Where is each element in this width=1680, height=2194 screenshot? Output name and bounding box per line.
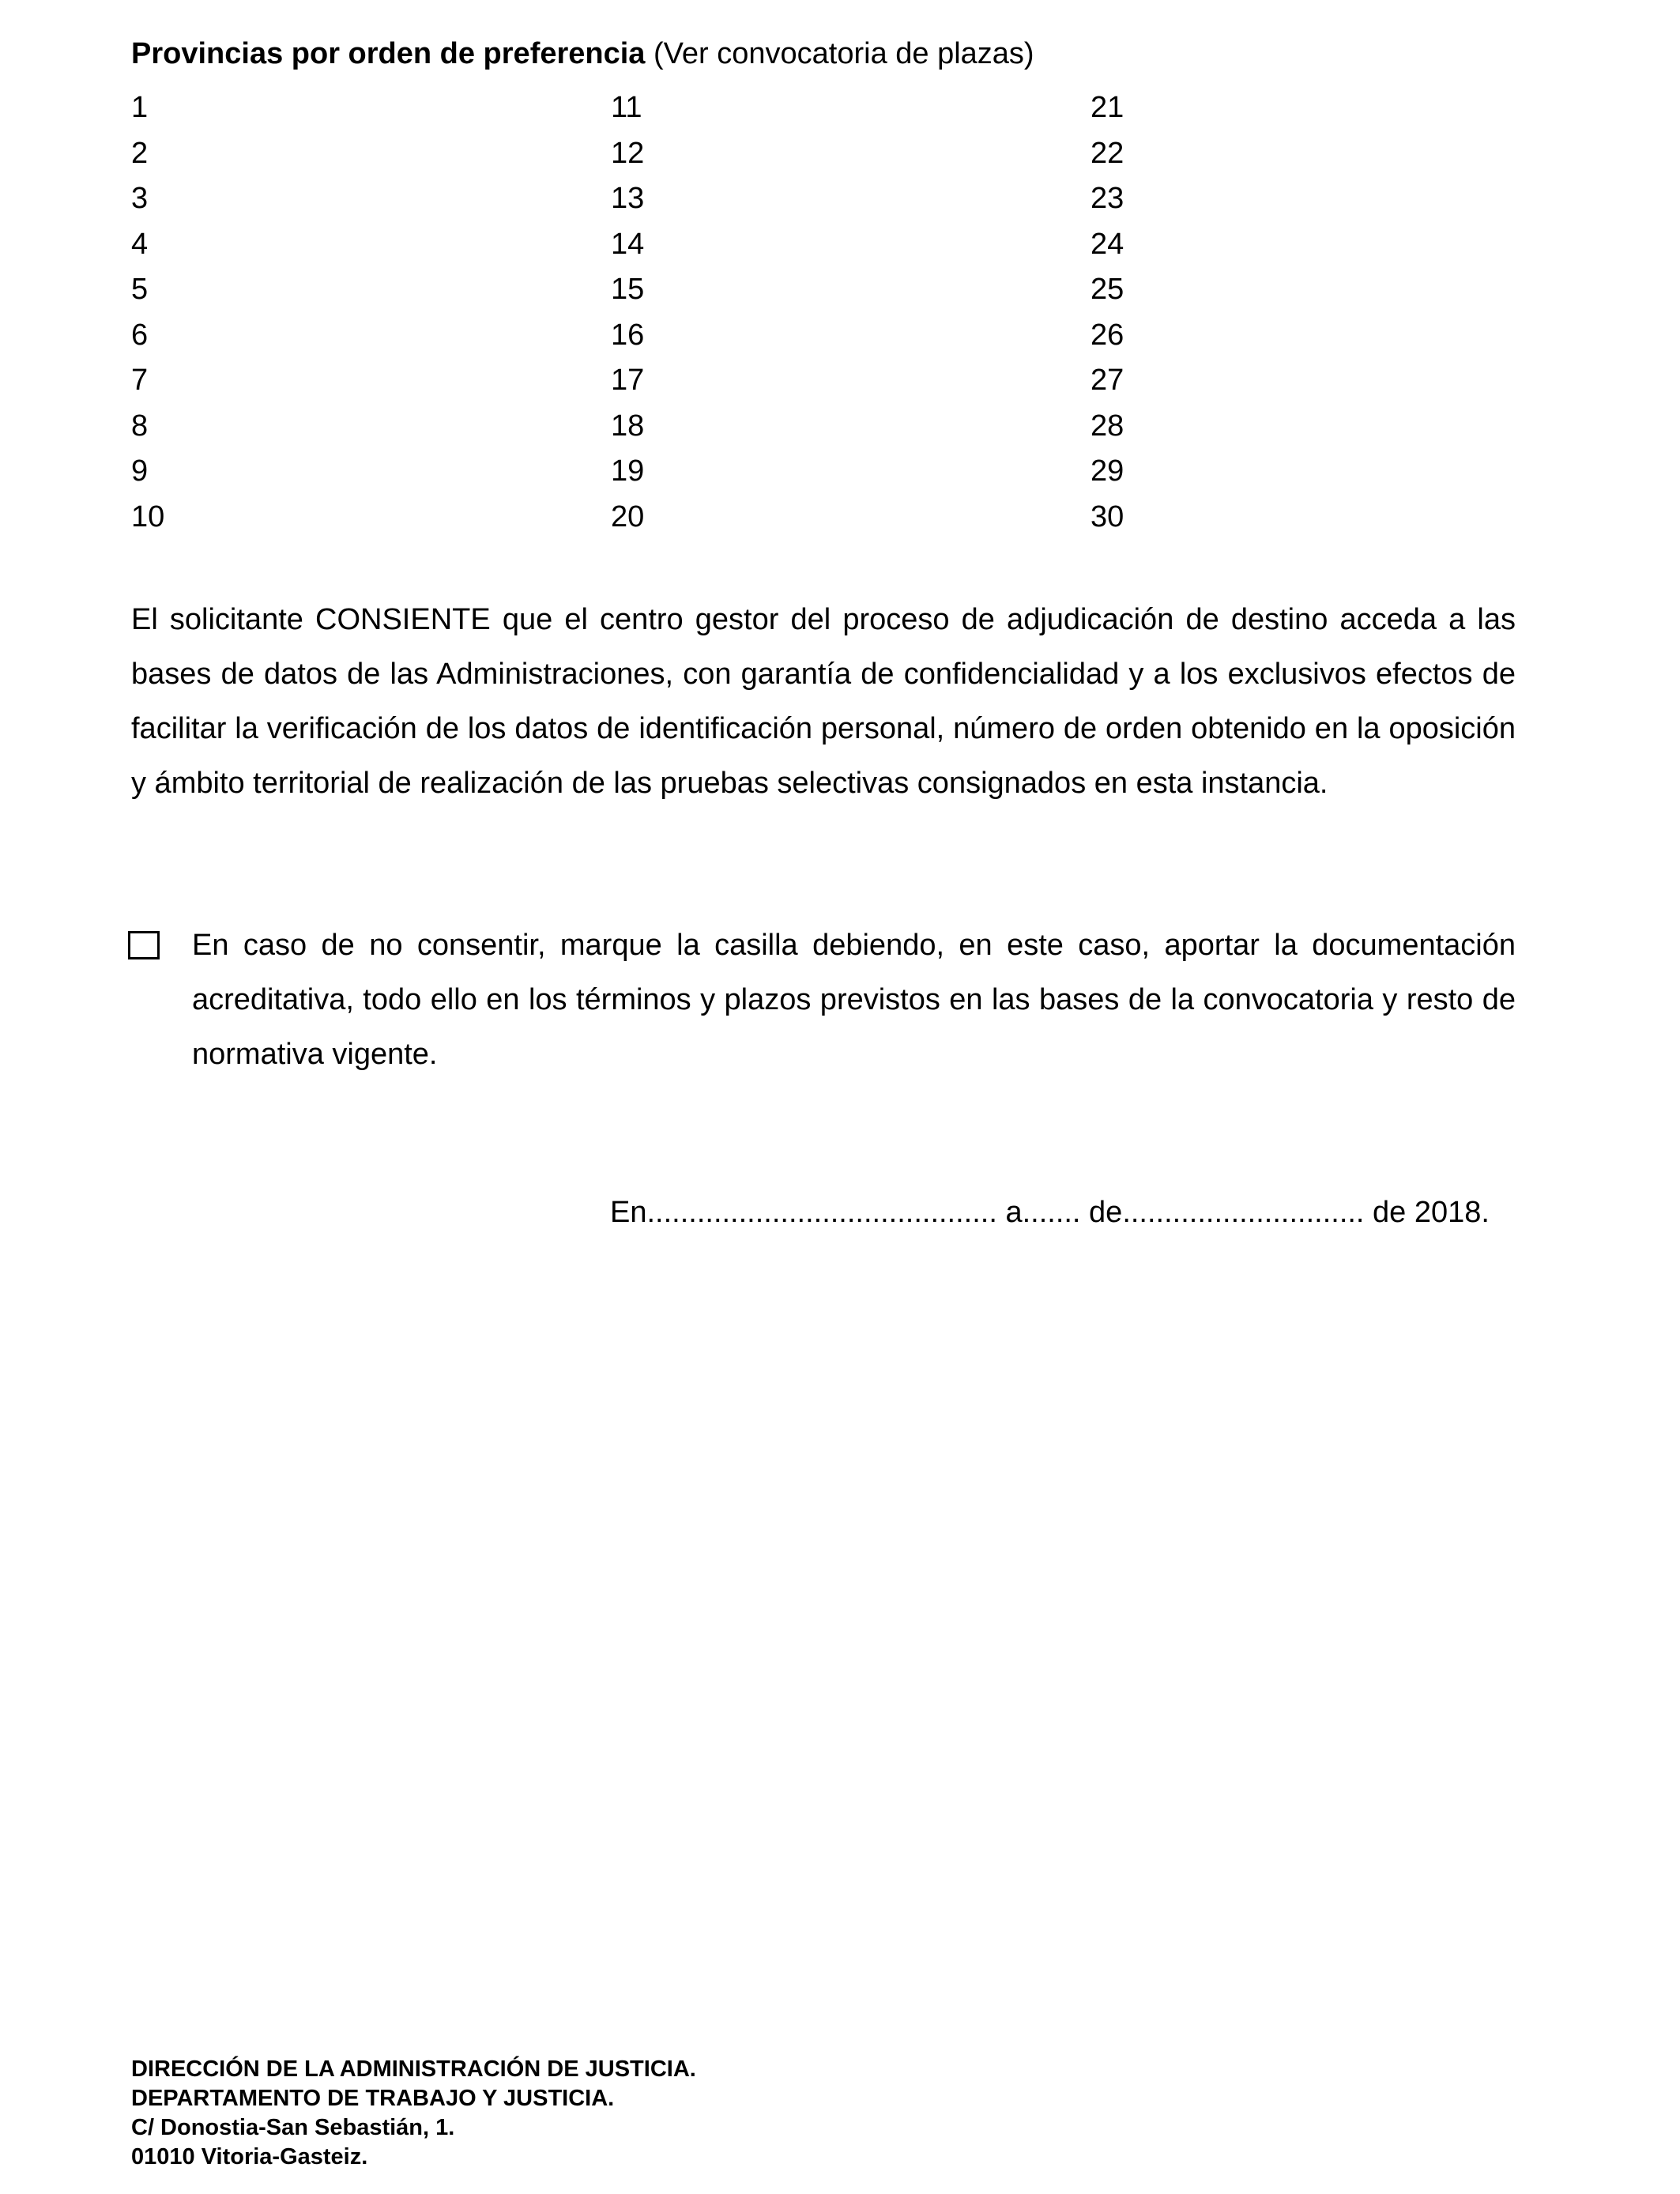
footer-line-department: DEPARTAMENTO DE TRABAJO Y JUSTICIA. bbox=[131, 2086, 615, 2111]
consent-paragraph: El solicitante CONSIENTE que el centro gestor del proceso de adjudicación de destino acceda a las bases de datos de las Administraciones, con garantía de confidencialidad y a los exclusivos efectos de facilitar la verificación de los datos de identificación personal, número de orden obtenido en la oposición y ámbito territorial de realización de las pruebas selectivas consignados en esta instancia. bbox=[131, 603, 1516, 800]
preference-number: 12 bbox=[611, 136, 645, 170]
preference-number: 7 bbox=[131, 364, 149, 397]
preference-number: 1 bbox=[131, 91, 149, 124]
preference-number: 13 bbox=[611, 182, 645, 215]
preference-number: 24 bbox=[1090, 227, 1124, 261]
preference-number: 6 bbox=[131, 318, 149, 352]
footer-address bbox=[131, 2055, 696, 2172]
preference-number: 20 bbox=[611, 499, 645, 533]
preference-number: 18 bbox=[611, 409, 645, 443]
preference-number: 25 bbox=[1090, 273, 1124, 306]
footer-line-directorate: DIRECCIÓN DE LA ADMINISTRACIÓN DE JUSTICIA. bbox=[131, 2056, 696, 2082]
preference-number: 4 bbox=[131, 227, 149, 261]
preference-number: 22 bbox=[1090, 136, 1124, 170]
no-consent-checkbox[interactable] bbox=[128, 931, 160, 959]
preferences-title: Provincias por orden de preferencia bbox=[131, 37, 646, 70]
preference-number: 3 bbox=[131, 182, 149, 215]
preference-column-1 bbox=[131, 85, 164, 540]
preference-number: 2 bbox=[131, 136, 149, 170]
preference-number: 30 bbox=[1090, 499, 1124, 533]
preference-number: 15 bbox=[611, 273, 645, 306]
preference-number: 23 bbox=[1090, 182, 1124, 215]
preference-number: 11 bbox=[611, 91, 642, 124]
preference-number: 19 bbox=[611, 454, 645, 488]
preference-number: 10 bbox=[131, 499, 165, 533]
date-place-line: En.......................................... a....... de............................. de 2018. bbox=[610, 1196, 1490, 1229]
preference-number: 17 bbox=[611, 364, 645, 397]
preference-number: 14 bbox=[611, 227, 645, 261]
preference-number: 16 bbox=[611, 318, 645, 352]
footer-line-street: C/ Donostia-San Sebastián, 1. bbox=[131, 2115, 455, 2140]
preference-number: 28 bbox=[1090, 409, 1124, 443]
preferences-heading bbox=[131, 35, 1034, 73]
preferences-note: (Ver convocatoria de plazas) bbox=[654, 37, 1034, 70]
preference-number: 5 bbox=[131, 273, 149, 306]
preference-number: 26 bbox=[1090, 318, 1124, 352]
preference-number: 8 bbox=[131, 409, 149, 443]
no-consent-paragraph: En caso de no consentir, marque la casilla debiendo, en este caso, aportar la documentación acreditativa, todo ello en los términos y plazos previstos en las bases de la convocatoria y resto de normativa vigente. bbox=[192, 929, 1516, 1071]
preference-number: 29 bbox=[1090, 454, 1124, 488]
preference-column-2 bbox=[611, 85, 644, 540]
preference-number: 9 bbox=[131, 454, 149, 488]
footer-line-city: 01010 Vitoria-Gasteiz. bbox=[131, 2144, 368, 2169]
preference-number: 21 bbox=[1090, 91, 1124, 124]
preference-column-3 bbox=[1090, 85, 1124, 540]
preference-number: 27 bbox=[1090, 364, 1124, 397]
